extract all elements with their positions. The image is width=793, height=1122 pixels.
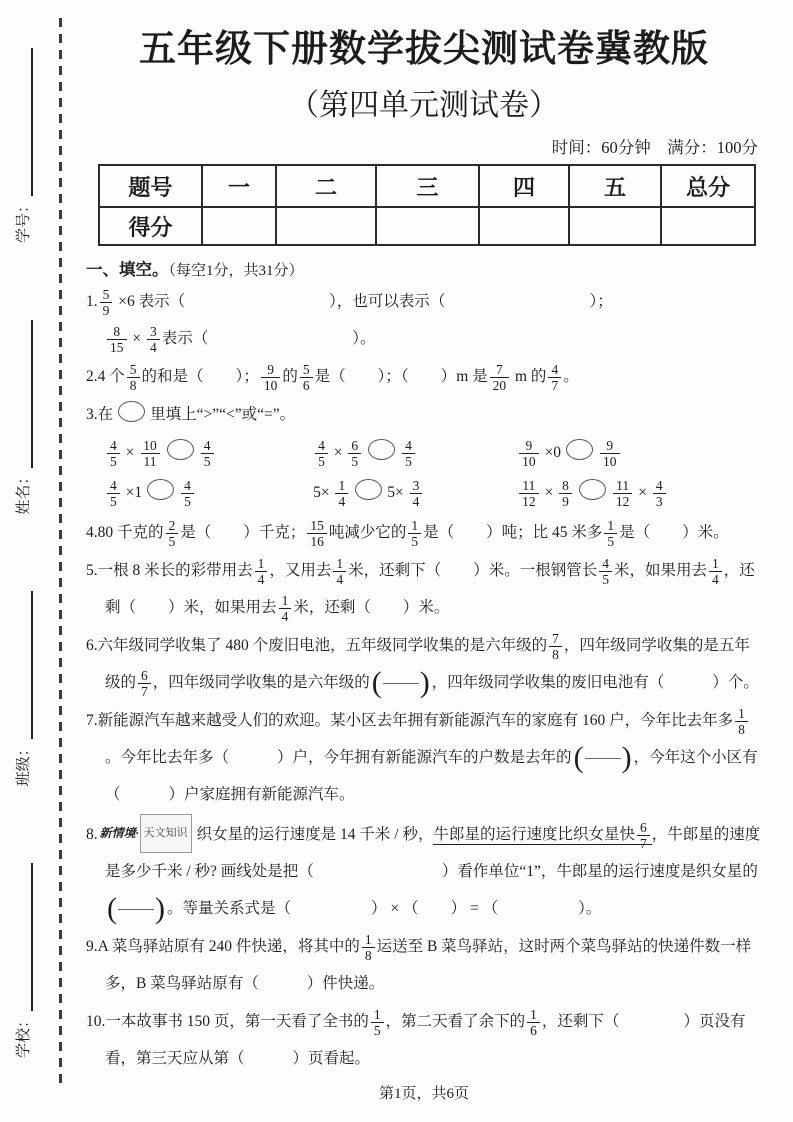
question-text: 表示	[161, 330, 193, 347]
question-text: 米，如果用去	[183, 599, 277, 616]
question-text: 5×	[387, 484, 408, 501]
paper-subtitle: （第四单元测试卷）	[289, 89, 559, 122]
fraction-numerator: 3	[412, 477, 420, 493]
fraction	[519, 438, 539, 469]
fraction	[735, 706, 748, 737]
question-text: 是	[180, 524, 196, 541]
fraction	[362, 932, 375, 963]
context-badge-prefix: 新情境·	[99, 826, 139, 840]
question-text: 的	[282, 368, 298, 385]
fraction-denominator: 6	[300, 377, 313, 393]
question-text: 是	[314, 368, 331, 385]
page-number-footer: 第1页，共6页	[378, 1086, 469, 1102]
fraction-numerator: 8	[113, 323, 121, 339]
fraction-numerator: 7	[552, 630, 559, 646]
main-content	[86, 0, 762, 1103]
question-text: m 是	[456, 368, 488, 385]
fraction-numerator: 6	[141, 667, 148, 683]
question-text: 9.A 菜鸟驿站原有 240 件快递，将其中的	[86, 938, 360, 955]
fraction-denominator: 11	[141, 453, 160, 469]
fraction-numerator: 9	[606, 437, 614, 453]
question-text: ，牛郎星的速度是多少千米 / 秒? 画线处是把	[105, 826, 761, 880]
question-text: 看作单位“1”，牛郎星的运行速度是织女星的	[457, 863, 758, 880]
question-3	[86, 396, 762, 513]
question-text: 4.80 千克的	[86, 524, 164, 541]
class-input-line[interactable]	[15, 591, 33, 739]
score-cell[interactable]	[202, 207, 276, 245]
fraction-blank-line	[585, 758, 621, 759]
fraction-denominator: 5	[107, 493, 120, 509]
question-text: ×	[121, 444, 139, 461]
fraction-denominator: 4	[709, 571, 722, 587]
fraction-numerator: 4	[655, 477, 663, 493]
answer-blank[interactable]: （ ）	[355, 599, 419, 616]
answer-blank[interactable]: （ ）	[603, 1013, 699, 1030]
question-text: 页看起。	[308, 1050, 371, 1067]
question-text: 8.	[86, 826, 98, 843]
fraction	[300, 362, 313, 393]
answer-blank[interactable]: （ ）	[634, 524, 698, 541]
fraction-numerator: 6	[351, 437, 359, 453]
fraction-numerator: 10	[143, 437, 157, 453]
question-text: 5.一根 8 米长的彩带用去	[86, 562, 253, 579]
score-table-score-row	[99, 207, 755, 245]
fraction-numerator: 11	[522, 477, 536, 493]
answer-blank[interactable]: （ ）	[120, 599, 184, 616]
context-badge-label: 天文知识	[140, 814, 192, 853]
score-header-cell: 题号	[99, 165, 202, 207]
fraction-denominator: 12	[613, 493, 633, 509]
fraction	[709, 556, 722, 587]
name-field	[12, 320, 33, 515]
question-text: ×1	[121, 484, 143, 501]
question-6	[86, 627, 762, 701]
fraction-blank-close-paren: )	[621, 741, 632, 775]
class-label: 班级：	[15, 741, 32, 787]
fraction-numerator: 1	[257, 555, 265, 571]
fraction-denominator: 5	[371, 1022, 384, 1038]
fraction	[315, 438, 328, 469]
question-text: ，今年这个小区有	[633, 749, 758, 766]
answer-blank[interactable]: （ ）	[275, 900, 387, 917]
question-text: m 的	[511, 368, 547, 385]
paper-title: 五年级下册数学拔尖测试卷冀教版	[139, 29, 709, 70]
fraction	[371, 1007, 384, 1038]
score-cell[interactable]	[479, 207, 569, 245]
fraction	[599, 556, 612, 587]
answer-blank[interactable]: （ ）	[425, 562, 489, 579]
fraction-denominator: 15	[107, 339, 127, 355]
question-5	[86, 552, 762, 626]
question-text: 7.新能源汽车越来越受人们的欢迎。某小区去年拥有新能源汽车的家庭有 160 户，今年比去年多	[86, 712, 734, 729]
fraction-denominator: 5	[348, 453, 361, 469]
fraction-denominator: 8	[127, 377, 140, 393]
name-label: 姓名：	[15, 469, 32, 515]
score-header-cell: 总分	[661, 165, 755, 207]
fraction-numerator: 1	[530, 1006, 537, 1022]
fraction-blank-line	[118, 909, 154, 910]
question-4	[86, 514, 762, 551]
fraction-numerator: 5	[102, 286, 110, 302]
question-text: 户，今年拥有新能源汽车的户数是去年的	[292, 749, 572, 766]
fraction-numerator: 9	[525, 437, 533, 453]
answer-blank[interactable]: （ ）	[438, 524, 502, 541]
fill-in-blank-questions	[86, 283, 762, 1077]
score-cell[interactable]	[569, 207, 661, 245]
fraction	[107, 478, 120, 509]
answer-blank[interactable]: （ ）	[188, 368, 244, 385]
student-id-input-line[interactable]	[15, 48, 33, 196]
fraction	[140, 438, 160, 469]
binding-dashed-line	[59, 18, 62, 1084]
fraction-denominator: 7	[637, 835, 650, 851]
question-text: ，四年级同学收集的是五年级的	[105, 637, 750, 691]
fraction-denominator: 5	[599, 571, 612, 587]
question-text: 个。	[727, 674, 759, 691]
question-text: ，四年级同学收集的废旧电池有	[431, 674, 649, 691]
fraction	[255, 556, 268, 587]
fraction-denominator: 8	[362, 947, 375, 963]
fraction-denominator: 9	[559, 493, 572, 509]
question-text: 。等量关系式是	[167, 900, 276, 917]
fraction-answer-blank[interactable]	[574, 743, 632, 773]
question-text: 米，如果用去	[613, 562, 707, 579]
compare-circle-blank[interactable]	[147, 479, 174, 500]
score-header-cell: 四	[479, 165, 569, 207]
question-text: 千克；	[258, 524, 306, 541]
fraction-numerator: 1	[338, 477, 346, 493]
fraction	[402, 438, 415, 469]
fraction-numerator: 1	[373, 1006, 381, 1022]
fraction-denominator: 4	[410, 493, 423, 509]
fraction	[548, 362, 561, 393]
question-text: 2.4 个	[86, 368, 125, 385]
compare-circle-blank[interactable]	[566, 439, 593, 460]
fraction-numerator: 4	[318, 437, 325, 453]
question-text: ，还剩	[105, 562, 755, 616]
answer-blank[interactable]: （ ）	[192, 330, 361, 347]
fraction	[519, 478, 539, 509]
answer-blank[interactable]: （ ）	[298, 863, 458, 880]
fraction-numerator: 1	[281, 592, 289, 608]
school-input-line[interactable]	[15, 863, 33, 1011]
fraction-numerator: 11	[616, 477, 630, 493]
fraction-numerator: 6	[639, 819, 647, 835]
fraction	[100, 287, 113, 318]
comparison-item	[517, 433, 762, 473]
fraction-denominator: 5	[604, 533, 617, 549]
fraction-answer-blank[interactable]	[372, 668, 430, 698]
question-text: ×	[386, 900, 404, 917]
compare-circle-blank[interactable]	[368, 439, 395, 460]
question-text: 米，还剩	[293, 599, 356, 616]
answer-blank[interactable]: （ ）	[229, 1050, 309, 1067]
answer-blank[interactable]: （ ）	[169, 293, 337, 310]
fraction-denominator: 5	[315, 453, 328, 469]
section-one-note: （每空1分，共31分）	[168, 263, 304, 279]
score-header-cell: 一	[202, 165, 276, 207]
question-text: 吨减少它的	[328, 524, 407, 541]
fraction-denominator: 9	[100, 302, 113, 318]
underlined-phrase	[433, 819, 651, 851]
fraction-blank-line	[383, 683, 419, 684]
answer-blank[interactable]: （ ）	[330, 368, 386, 385]
score-table	[98, 164, 756, 246]
question-text: 。	[563, 368, 579, 385]
fraction-numerator: 8	[562, 477, 569, 493]
fraction-numerator: 1	[411, 517, 419, 533]
fraction	[181, 478, 194, 509]
score-table-header-row	[99, 165, 755, 207]
fraction-denominator: 5	[181, 493, 194, 509]
fraction-denominator: 4	[279, 608, 292, 624]
fraction-denominator: 4	[333, 571, 346, 587]
question-text: ×6 表示	[114, 293, 170, 310]
fraction-numerator: 4	[602, 555, 609, 571]
compare-circle-blank[interactable]	[355, 479, 382, 500]
fraction-denominator: 16	[307, 533, 327, 549]
question-text: ，还剩下	[541, 1013, 604, 1030]
question-text: 里填上“>”“<”或“=”。	[150, 406, 296, 423]
question-9	[86, 928, 762, 1002]
question-text: ；	[385, 368, 401, 385]
question-text: ，第二天看了余下的	[385, 1013, 526, 1030]
fraction-numerator: 1	[364, 931, 372, 947]
comparison-item	[313, 433, 517, 473]
fraction-denominator: 4	[335, 493, 348, 509]
comparison-item	[105, 433, 313, 473]
compare-circle-blank[interactable]	[118, 401, 145, 422]
fraction	[335, 478, 348, 509]
question-text: ×	[540, 484, 558, 501]
fraction-blank-close-paren: )	[155, 892, 165, 926]
question-text: 是	[619, 524, 635, 541]
question-text: 1.	[86, 293, 98, 310]
context-badge	[100, 814, 192, 853]
question-text: 件快递。	[322, 975, 385, 992]
question-text: 的和是	[141, 368, 189, 385]
question-text: 5×	[313, 484, 334, 501]
fraction	[107, 324, 127, 355]
fraction-denominator: 3	[653, 493, 666, 509]
school-field	[12, 863, 33, 1058]
fraction-numerator: 1	[336, 555, 344, 571]
question-2	[86, 358, 762, 395]
answer-blank[interactable]: （ ）	[243, 975, 323, 992]
score-header-cell: 二	[276, 165, 376, 207]
question-text: ×	[128, 330, 145, 347]
fraction-blank-open-paren: (	[371, 666, 382, 700]
question-8	[86, 814, 762, 927]
question-text: 。	[360, 330, 376, 347]
fraction-numerator: 4	[203, 437, 211, 453]
question-text: 3.在	[86, 406, 114, 423]
score-row-label: 得分	[99, 207, 202, 245]
question-text: 10.一本故事书 150 页，第一天看了全书的	[86, 1013, 369, 1030]
fraction	[527, 1007, 540, 1038]
fraction	[261, 362, 281, 393]
fraction-blank-open-paren: (	[107, 892, 117, 926]
question-text: 户家庭拥有新能源汽车。	[184, 786, 355, 803]
score-header-cell: 三	[376, 165, 479, 207]
question-text: ；	[597, 293, 613, 310]
fraction-numerator: 4	[405, 437, 412, 453]
fraction	[127, 362, 140, 393]
school-label: 学校：	[15, 1012, 32, 1058]
score-cell[interactable]	[661, 207, 755, 245]
fraction-numerator: 1	[738, 705, 745, 721]
comparison-item	[105, 473, 313, 513]
fraction-numerator: 5	[129, 361, 137, 377]
fraction-blank-close-paren: )	[419, 666, 430, 700]
fraction	[147, 324, 160, 355]
fraction-denominator: 12	[519, 493, 539, 509]
fraction	[559, 478, 572, 509]
question-text: 是	[423, 524, 439, 541]
fraction	[348, 438, 361, 469]
fraction	[166, 518, 179, 549]
fraction	[600, 438, 620, 469]
answer-blank[interactable]: （ ）	[648, 674, 728, 691]
question-text: ；	[243, 368, 259, 385]
answer-blank[interactable]: （ ）	[482, 900, 586, 917]
question-text: 织女星的运行速度是 14 千米 / 秒，	[196, 826, 434, 843]
fraction-numerator: 4	[110, 477, 117, 493]
fraction-denominator: 10	[261, 377, 281, 393]
question-10	[86, 1003, 762, 1077]
answer-blank[interactable]: （ ）	[400, 368, 457, 385]
fraction-numerator: 4	[184, 477, 191, 493]
fraction-denominator: 5	[201, 453, 214, 469]
compare-circle-blank[interactable]	[579, 479, 606, 500]
section-one-title: 一、填空。	[86, 260, 169, 279]
fraction-answer-blank[interactable]	[107, 894, 165, 924]
comparison-item	[517, 473, 762, 513]
fraction-denominator: 5	[408, 533, 421, 549]
fraction-denominator: 4	[147, 339, 160, 355]
question-7	[86, 702, 762, 813]
question-text: 米。一根钢管长	[488, 562, 598, 579]
fraction-denominator: 5	[107, 453, 120, 469]
fraction-numerator: 9	[267, 361, 274, 377]
fraction	[637, 820, 650, 851]
fraction-denominator: 10	[600, 453, 620, 469]
fraction-numerator: 7	[496, 361, 503, 377]
score-cell[interactable]	[376, 207, 479, 245]
class-field	[12, 591, 33, 786]
question-text: ，也可以表示	[336, 293, 430, 310]
fraction-denominator: 10	[519, 453, 539, 469]
question-text: 。今年比去年多	[105, 749, 214, 766]
fraction	[201, 438, 214, 469]
question-text: 。	[585, 900, 602, 917]
fraction	[613, 478, 633, 509]
fraction-numerator: 15	[310, 517, 324, 533]
fraction	[138, 668, 151, 699]
fraction-numerator: 5	[302, 361, 310, 377]
fraction-numerator: 1	[711, 555, 719, 571]
time-score-meta: 时间：60分钟 满分：100分	[551, 138, 758, 157]
question-text: 6.六年级同学收集了 480 个废旧电池，五年级同学收集的是六年级的	[86, 637, 548, 654]
question-text: 牛郎星的运行速度比织女星快	[433, 826, 635, 843]
fraction	[107, 438, 120, 469]
fraction-denominator: 5	[166, 533, 179, 549]
fraction	[653, 478, 666, 509]
score-cell[interactable]	[276, 207, 376, 245]
answer-blank[interactable]: （ ）	[429, 293, 598, 310]
question-text: ×	[329, 444, 347, 461]
answer-blank[interactable]: （ ）	[105, 786, 185, 803]
fraction-denominator: 5	[402, 453, 415, 469]
question-text: =	[466, 900, 483, 917]
fraction-denominator: 7	[548, 377, 561, 393]
name-input-line[interactable]	[15, 320, 33, 468]
fraction-numerator: 4	[551, 361, 559, 377]
fraction-denominator: 4	[255, 571, 268, 587]
fraction	[279, 593, 292, 624]
student-id-field	[12, 48, 33, 243]
fraction-denominator: 20	[490, 377, 510, 393]
question-text: 米，还剩下	[348, 562, 426, 579]
answer-blank[interactable]: （ ）	[403, 900, 467, 917]
question-text: 运送至 B 菜鸟驿站，这时两个菜鸟驿站的快递件数一样多，B 菜鸟驿站原有	[105, 938, 752, 992]
fraction-numerator: 4	[110, 437, 117, 453]
comparison-grid	[105, 433, 762, 513]
question-text: 页没有看，第三天应从第	[105, 1013, 746, 1067]
answer-blank[interactable]: （ ）	[195, 524, 259, 541]
question-text: ，四年级同学收集的是六年级的	[152, 674, 370, 691]
question-text: 吨；比 45 米多	[501, 524, 603, 541]
question-text: 米。	[418, 599, 450, 616]
fraction	[333, 556, 346, 587]
question-text: ×0	[540, 444, 562, 461]
fraction	[604, 518, 617, 549]
fraction-numerator: 2	[168, 517, 176, 533]
score-header-cell: 五	[569, 165, 661, 207]
question-1	[86, 283, 762, 357]
compare-circle-blank[interactable]	[167, 439, 194, 460]
fraction-denominator: 7	[138, 683, 151, 699]
answer-blank[interactable]: （ ）	[213, 749, 293, 766]
fraction	[549, 631, 562, 662]
fraction-numerator: 3	[150, 323, 157, 339]
fraction	[408, 518, 421, 549]
comparison-item	[313, 473, 517, 513]
fraction-blank-open-paren: (	[573, 741, 584, 775]
student-id-label: 学号：	[15, 198, 32, 244]
section-one-heading	[86, 256, 762, 280]
student-info-sidebar	[8, 34, 36, 1072]
fraction	[307, 518, 327, 549]
fraction-numerator: 1	[607, 517, 615, 533]
fraction	[410, 478, 423, 509]
question-text: 米。	[697, 524, 729, 541]
fraction-denominator: 8	[735, 721, 748, 737]
question-text: ，又用去	[269, 562, 332, 579]
fraction	[490, 362, 510, 393]
fraction-denominator: 8	[549, 646, 562, 662]
question-text: ×	[634, 484, 651, 501]
fraction-denominator: 6	[527, 1022, 540, 1038]
